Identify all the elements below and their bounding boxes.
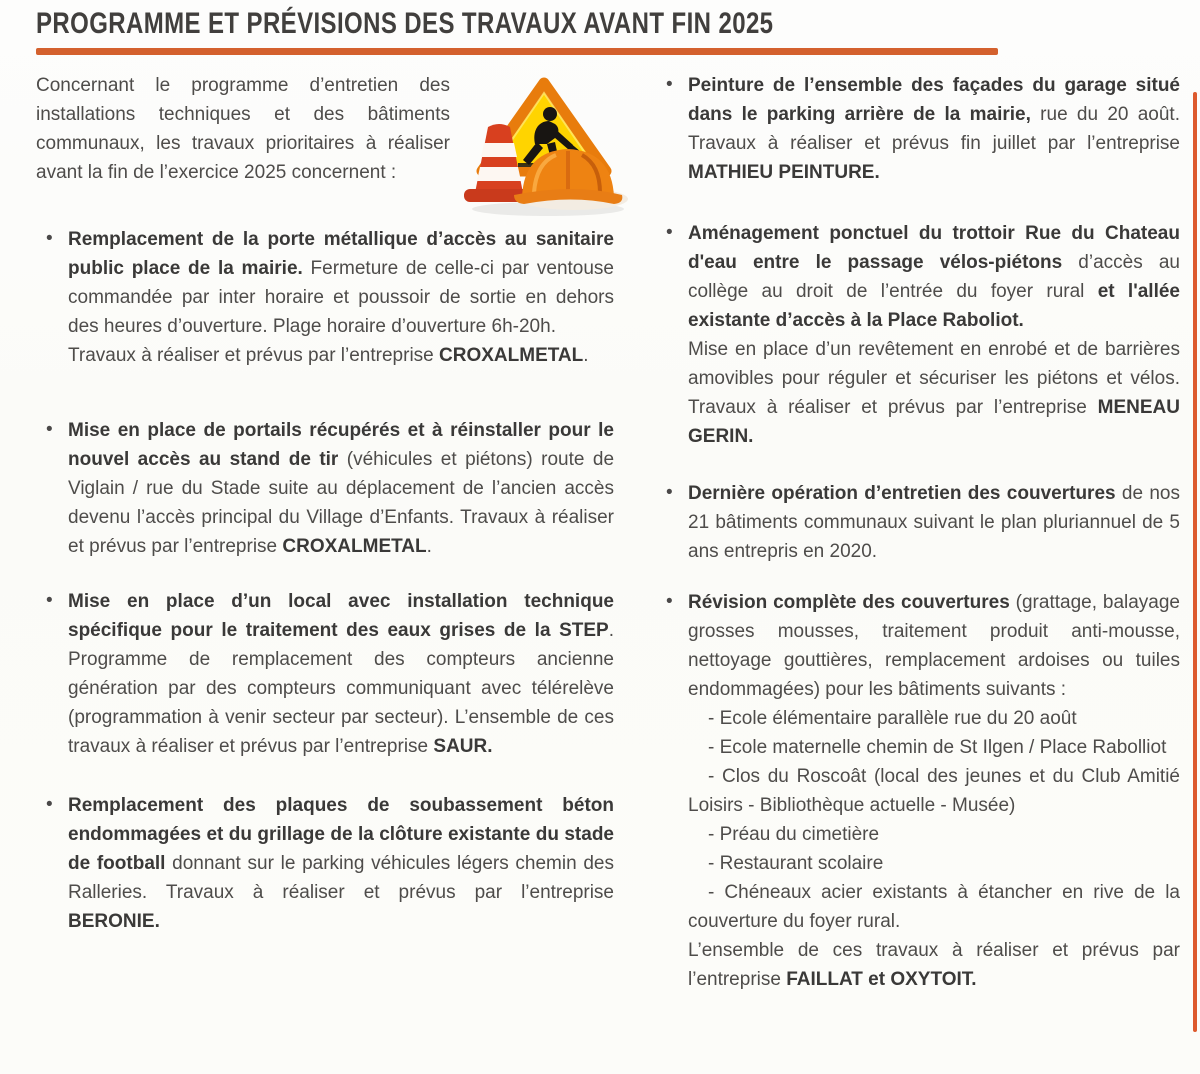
bullet-text — [688, 479, 1180, 566]
bold-text-run: FAILLAT et OXYTOIT. — [786, 969, 977, 990]
bullet-item — [36, 791, 614, 936]
bold-text-run: et l'allée existante d’accès à la Place Raboliot. — [688, 281, 1180, 331]
bullet-text — [68, 225, 614, 370]
text-run: de nos 21 bâtiments communaux suivant le plan pluriannuel de 5 ans entrepris en 2020. — [688, 483, 1180, 562]
text-run: donnant sur le parking véhicules légers chemin des Ralleries. Travaux à réaliser et prévus par l’entreprise — [68, 853, 614, 903]
bold-text-run: Remplacement de la porte métallique d’accès au sanitaire public place de la mairie. — [68, 229, 614, 279]
bold-text-run: Remplacement des plaques de soubassement béton endommagées et du grillage de la clôture existante du stade de football — [68, 795, 614, 874]
text-run: (véhicules et piétons) route de Viglain / rue du Stade suite au déplacement de l’ancien accès devenu l’accès principal du Village d’Enfants. Travaux à réaliser et prévus par l’entreprise — [68, 449, 615, 557]
bullet-marker: • — [666, 222, 673, 243]
bullet-text — [68, 416, 614, 561]
text-run: (grattage, balayage grosses mousses, traitement produit anti-mousse, nettoyage gouttières, remplacement ardoises ou tuiles endommagées) pour les bâtiments suivants : — [688, 592, 1180, 700]
right-column — [656, 71, 1180, 994]
bold-text-run: SAUR. — [433, 736, 493, 757]
sub-list-item: - Chéneaux acier existants à étancher en rive de la couverture du foyer rural. — [688, 882, 1180, 932]
bullet-marker: • — [46, 794, 53, 815]
bullet-item — [656, 588, 1180, 994]
sub-list-item: - Préau du cimetière — [708, 824, 880, 845]
bullet-marker: • — [46, 228, 53, 249]
sub-list-item: - Ecole maternelle chemin de St Ilgen / Place Rabolliot — [708, 737, 1167, 758]
bullet-marker: • — [666, 74, 673, 95]
bullet-item — [36, 225, 614, 370]
text-run: Fermeture de celle-ci par ventouse commandée par inter horaire et poussoir de sortie en dehors des heures d’ouverture. Plage horaire d’ouverture 6h-20h. — [68, 258, 614, 337]
closing-text — [688, 936, 1180, 994]
text-run: Mise en place d’un revêtement en enrobé et de barrières amovibles pour réguler et sécuriser les piétons et vélos. Travaux à réaliser et prévus par l’entreprise — [688, 339, 1180, 418]
bold-text-run: Dernière opération d’entretien des couvertures — [688, 483, 1116, 504]
bullet-text — [688, 219, 1180, 451]
bold-text-run: Mise en place de portails récupérés et à réinstaller pour le nouvel accès au stand de tir — [68, 420, 614, 470]
bullet-text — [68, 587, 614, 761]
bullet-marker: • — [666, 482, 673, 503]
text-run: . — [426, 536, 432, 557]
left-column — [36, 71, 614, 994]
left-bullet-list — [36, 225, 614, 936]
title-wrap — [0, 0, 1200, 41]
text-run: rue du 20 août. Travaux à réaliser et prévus fin juillet par l’entreprise — [688, 104, 1180, 154]
bold-text-run: MATHIEU PEINTURE. — [688, 162, 880, 183]
right-edge-rule — [1193, 92, 1197, 1032]
text-run: Travaux à réaliser et prévus par l’entreprise — [68, 345, 440, 366]
bullet-item — [656, 479, 1180, 566]
bullet-text — [688, 71, 1180, 187]
bullet-text — [68, 791, 614, 936]
bullet-item — [656, 71, 1180, 187]
bold-text-run: CROXALMETAL — [439, 345, 584, 366]
bold-text-run: Révision complète des couvertures — [688, 592, 1010, 613]
text-run: . Programme de remplacement des compteurs ancienne génération par des compteurs communiquant avec télérelève (programmation à venir secteur par secteur). L’ensemble de ces travaux à réaliser et prévus par l’entreprise — [68, 620, 614, 757]
sub-list-item: - Clos du Roscoât (local des jeunes et du Club Amitié Loisirs - Bibliothèque actuelle - Musée) — [688, 766, 1180, 816]
bold-text-run: CROXALMETAL — [282, 536, 427, 557]
roadworks-graphic — [456, 71, 628, 217]
bullet-item — [656, 219, 1180, 451]
intro-paragraph: Concernant le programme d’entretien des installations techniques et des bâtiments communaux, les travaux prioritaires à réaliser avant la fin de l’exercice 2025 concernent : — [36, 75, 450, 183]
sub-list-item: - Ecole élémentaire parallèle rue du 20 août — [708, 708, 1077, 729]
bold-text-run: BERONIE. — [68, 911, 160, 932]
bold-text-run: Peinture de l’ensemble des façades du garage situé dans le parking arrière de la mairie, — [688, 75, 1180, 125]
roadworks-graphic-svg — [456, 71, 628, 217]
text-run: . — [583, 345, 589, 366]
bullet-marker: • — [46, 419, 53, 440]
bullet-marker: • — [46, 590, 53, 611]
title-underline — [36, 48, 998, 55]
text-run: d’accès au collège au droit de l’entrée du foyer rural — [688, 252, 1180, 302]
right-bullet-list — [656, 71, 1180, 994]
intro-section — [36, 71, 614, 219]
sub-list-item: - Restaurant scolaire — [708, 853, 884, 874]
two-column-layout — [0, 55, 1200, 994]
page-title: PROGRAMME ET PRÉVISIONS DES TRAVAUX AVANT FIN 2025 — [36, 7, 774, 40]
bullet-marker: • — [666, 591, 673, 612]
bullet-text — [688, 588, 1180, 704]
bullet-item — [36, 416, 614, 561]
bold-text-run: Mise en place d’un local avec installation technique spécifique pour le traitement des eaux grises de la STEP — [68, 591, 614, 641]
text-run: L’ensemble de ces travaux à réaliser et prévus par l’entreprise — [688, 940, 1180, 990]
bullet-item — [36, 587, 614, 761]
bold-text-run: MENEAU GERIN. — [688, 397, 1180, 447]
bold-text-run: Aménagement ponctuel du trottoir Rue du Chateau d'eau entre le passage vélos-piétons — [688, 223, 1180, 273]
